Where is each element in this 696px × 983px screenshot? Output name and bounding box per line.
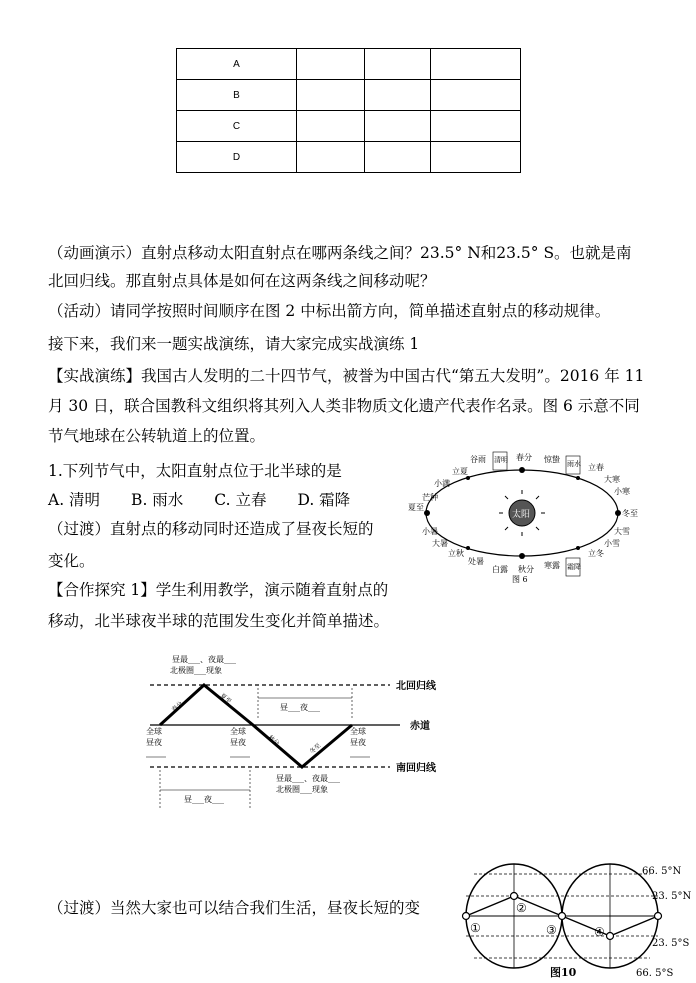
empty-table — [176, 48, 521, 173]
term-label: 立春 — [588, 463, 604, 472]
latitude-label: 23. 5°S — [652, 938, 690, 949]
season-label: 昼___夜___ — [184, 795, 224, 804]
season-label: 昼___夜___ — [280, 703, 320, 712]
paragraph-line: （活动）请同学按照时间顺序在图 2 中标出箭方向，简单描述直射点的移动规律。 — [48, 302, 611, 320]
paragraph-line: 【合作探究 1】学生利用教学，演示随着直射点的 — [48, 581, 389, 599]
sun-marker-icon — [655, 913, 662, 920]
wave-bottom-label: 昼最___、夜最___ — [276, 774, 340, 783]
wave-top-label: 北极圈___现象 — [170, 666, 222, 675]
figure-10-globes — [460, 852, 692, 980]
point-label: ④ — [594, 925, 605, 939]
term-label: 秋分 — [518, 565, 534, 574]
equinox-label: 全球 — [230, 727, 246, 736]
term-label: 小满 — [434, 479, 450, 488]
term-label: 春分 — [516, 453, 532, 462]
figure-6-orbit — [408, 450, 648, 585]
term-label: 小雪 — [604, 539, 620, 548]
sun-label: 太阳 — [512, 510, 531, 520]
latitude-label: 66. 5°S — [636, 968, 674, 979]
equinox-label: 昼夜 — [350, 738, 366, 747]
term-label: 谷雨 — [470, 455, 486, 464]
sun-marker-icon — [607, 933, 614, 940]
question-options: A. 清明 B. 雨水 C. 立春 D. 霜降 — [48, 491, 351, 509]
paragraph-line: 变化。 — [48, 552, 95, 570]
term-label: 芒种 — [422, 493, 438, 502]
paragraph-line: （动画演示）直射点移动太阳直射点在哪两条线之间？23.5° N和23.5° S。也就是南 — [48, 244, 632, 262]
slope-label: 夏至 — [218, 692, 233, 706]
term-label: 立秋 — [448, 549, 464, 558]
term-label: 冬至 — [622, 509, 638, 518]
table-row — [177, 111, 521, 142]
term-label: 寒露 — [544, 561, 560, 570]
equinox-label: 全球 — [350, 727, 366, 736]
tropic-s-label: 南回归线 — [396, 763, 436, 774]
figure-caption: 图10 — [550, 966, 577, 979]
term-label: 立夏 — [452, 467, 468, 476]
tropic-n-label: 北回归线 — [396, 681, 436, 692]
point-label: ③ — [546, 923, 557, 937]
term-label: 处暑 — [468, 557, 484, 566]
term-label: 惊蛰 — [544, 455, 560, 464]
term-label: 霜降 — [567, 563, 581, 571]
paragraph-line: 北回归线。那直射点具体是如何在这两条线之间移动呢？ — [48, 272, 436, 290]
slope-label: 冬至 — [308, 742, 323, 756]
latitude-label: 23. 5°N — [652, 891, 692, 902]
question-stem: 1.下列节气中，太阳直射点位于北半球的是 — [48, 462, 342, 480]
equinox-label: 全球 — [146, 727, 162, 736]
term-label: 立冬 — [588, 549, 604, 558]
point-label: ② — [516, 901, 527, 915]
paragraph-line: 接下来，我们来一题实战演练，请大家完成实战演练 1 — [48, 335, 420, 353]
term-label: 大暑 — [432, 539, 448, 548]
figure-caption: 图 6 — [512, 575, 528, 584]
paragraph-line: 月 30 日，联合国教科文组织将其列入人类非物质文化遗产代表作名录。图 6 示意不同 — [48, 397, 640, 415]
paragraph-line: （过渡）直射点的移动同时还造成了昼夜长短的 — [48, 520, 374, 538]
equinox-label: 昼夜 — [146, 738, 162, 747]
term-label: 大雪 — [614, 527, 630, 536]
wave-top-label: 昼最___、夜最___ — [172, 655, 236, 664]
latitude-label: 66. 5°N — [642, 866, 682, 877]
sun-marker-icon — [559, 913, 566, 920]
sun-marker-icon — [511, 893, 518, 900]
table-row — [177, 49, 521, 80]
sun-marker-icon — [463, 913, 470, 920]
row-label: D — [177, 142, 297, 173]
figure-sun-point-wave — [140, 650, 460, 815]
equator-label: 赤道 — [410, 721, 430, 732]
table-row — [177, 142, 521, 173]
wave-bottom-label: 北极圈___现象 — [276, 785, 328, 794]
table-row — [177, 80, 521, 111]
term-label: 白露 — [492, 565, 508, 574]
equinox-label: 昼夜 — [230, 738, 246, 747]
term-label: 雨水 — [567, 460, 581, 468]
slope-label: 春分 — [170, 700, 185, 714]
paragraph-line: （过渡）当然大家也可以结合我们生活，昼夜长短的变 — [48, 899, 421, 917]
term-label: 清明 — [494, 456, 508, 464]
paragraph-line: 节气地球在公转轨道上的位置。 — [48, 427, 266, 445]
point-label: ① — [470, 921, 481, 935]
row-label: C — [177, 111, 297, 142]
term-label: 小寒 — [614, 487, 630, 496]
row-label: B — [177, 80, 297, 111]
row-label: A — [177, 49, 297, 80]
term-label: 夏至 — [408, 503, 424, 512]
paragraph-line: 移动，北半球夜半球的范围发生变化并简单描述。 — [48, 612, 390, 630]
term-label: 大寒 — [604, 475, 620, 484]
term-label: 小暑 — [422, 527, 438, 536]
slope-label: 秋分 — [266, 734, 281, 748]
paragraph-line: 【实战演练】我国古人发明的二十四节气，被誉为中国古代“第五大发明”。2016 年 11 — [48, 367, 645, 385]
